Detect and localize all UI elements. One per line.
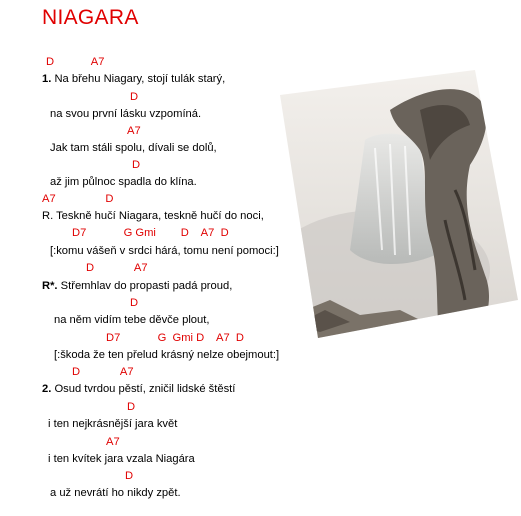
chord-text: D7 G Gmi D A7 D: [72, 227, 229, 239]
chord-text: A7: [106, 436, 120, 448]
chord-text: D: [132, 159, 141, 171]
chord-line: [86, 262, 148, 275]
lyric-line: [42, 383, 235, 396]
verse-label: 1.: [42, 73, 52, 85]
lyric-line: [42, 210, 264, 223]
chord-text: A7 D: [42, 193, 114, 205]
lyric-text: na svou první lásku vzpomíná.: [50, 108, 202, 120]
lyric-line: [54, 349, 279, 362]
lyric-text: i ten kvítek jara vzala Niagára: [48, 453, 195, 465]
lyric-text: Osud tvrdou pěstí, zničil lidské štěstí: [51, 383, 236, 395]
chord-line: [132, 159, 140, 172]
waterfall-image: [270, 70, 520, 360]
lyric-text: [:škoda že ten přelud krásný nelze obejmout:]: [54, 349, 280, 361]
lyric-text: R. Teskně hučí Niagara, teskně hučí do noci,: [42, 210, 264, 222]
lyric-line: [54, 314, 209, 327]
chord-line: [127, 125, 141, 138]
lyric-line: [48, 453, 195, 466]
verse-label: R*.: [42, 280, 58, 292]
lyric-text: a už nevrátí ho nikdy zpět.: [50, 487, 181, 499]
chord-text: D: [125, 470, 134, 482]
lyric-text: Střemhlav do propasti padá proud,: [57, 280, 233, 292]
lyric-line: [50, 176, 197, 189]
lyric-line: [50, 245, 279, 258]
chord-text: D: [130, 91, 139, 103]
chord-line: [106, 436, 120, 449]
lyric-text: Na břehu Niagary, stojí tulák starý,: [51, 73, 226, 85]
chord-line: [72, 227, 229, 240]
lyric-text: až jim půlnoc spadla do klína.: [50, 176, 197, 188]
song-title: NIAGARA: [42, 6, 139, 29]
chord-line: [46, 56, 104, 69]
lyric-line: [50, 487, 181, 500]
chord-text: D A7: [72, 366, 134, 378]
chord-line: [127, 401, 135, 414]
verse-label: 2.: [42, 383, 52, 395]
lyric-line: [50, 142, 217, 155]
lyric-line: [48, 418, 177, 431]
lyric-text: [:komu vášeň v srdci hárá, tomu není pomoci:]: [50, 245, 279, 257]
lyric-line: [42, 280, 232, 293]
chord-text: D A7: [46, 56, 105, 68]
chord-line: [125, 470, 133, 483]
chord-line: [72, 366, 134, 379]
lyric-text: na něm vidím tebe děvče plout,: [54, 314, 210, 326]
chord-line: [42, 193, 114, 206]
chord-text: D: [127, 401, 136, 413]
chord-line: [130, 297, 138, 310]
chord-line: [106, 332, 244, 345]
chord-text: D7 G Gmi D A7 D: [106, 332, 245, 344]
lyric-text: Jak tam stáli spolu, dívali se dolů,: [50, 142, 217, 154]
chord-text: D: [130, 297, 139, 309]
lyric-text: i ten nejkrásnější jara květ: [48, 418, 178, 430]
lyric-line: [50, 108, 201, 121]
chord-line: [130, 91, 138, 104]
chord-text: A7: [127, 125, 141, 137]
chord-text: D A7: [86, 262, 148, 274]
lyric-line: [42, 73, 225, 86]
